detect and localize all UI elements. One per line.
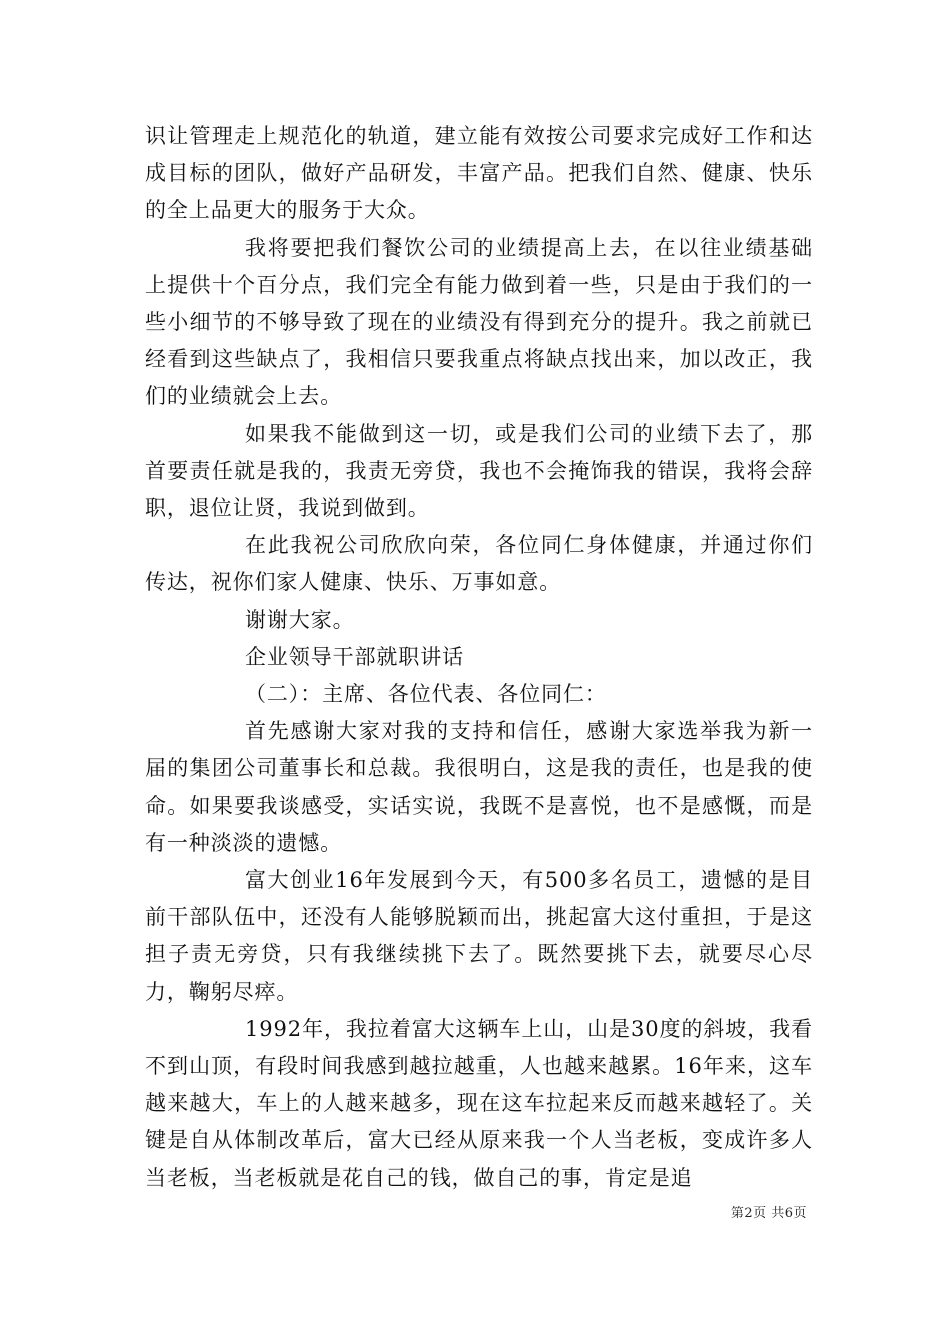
section-salutation: （二）：主席、各位代表、各位同仁： [245, 682, 607, 707]
page-number: 第2页 共6页 [730, 1206, 807, 1221]
paragraph-5: 谢谢大家。 [245, 607, 355, 632]
paragraph-2: 我将要把我们餐饮公司的业绩提高上去，在以往业绩基础上提供十个百分点，我们完全有能力做到着一些，只是由于我们的一些小细节的不够导致了现在的业绩没有得到充分的提升。我之前就已经看到这些缺点了，我相信只要我重点将缺点找出来，加以改正，我们的业绩就会上去。 [145, 235, 813, 409]
paragraph-4: 在此我祝公司欣欣向荣，各位同仁身体健康，并通过你们传达，祝你们家人健康、快乐、万事如意。 [145, 533, 813, 595]
paragraph-9: 富大创业16年发展到今天，有500多名员工，遗憾的是目前干部队伍中，还没有人能够脱颖而出，挑起富大这付重担，于是这担子责无旁贷，只有我继续挑下去了。既然要挑下去，就要尽心尽力，鞠躬尽瘁。 [145, 868, 813, 1004]
paragraph-3: 如果我不能做到这一切，或是我们公司的业绩下去了，那首要责任就是我的，我责无旁贷，我也不会掩饰我的错误，我将会辞职，退位让贤，我说到做到。 [145, 421, 813, 521]
document-body [145, 118, 813, 1197]
paragraph-8: 首先感谢大家对我的支持和信任，感谢大家选举我为新一届的集团公司董事长和总裁。我很明白，这是我的责任，也是我的使命。如果要我谈感受，实话实说，我既不是喜悦，也不是感慨，而是有一种淡淡的遗憾。 [145, 719, 813, 855]
section-title: 企业领导干部就职讲话 [245, 644, 464, 669]
paragraph-1: 识让管理走上规范化的轨道，建立能有效按公司要求完成好工作和达成目标的团队，做好产品研发，丰富产品。把我们自然、健康、快乐的全上品更大的服务于大众。 [145, 124, 813, 223]
paragraph-10: 1992年，我拉着富大这辆车上山，山是30度的斜坡，我看不到山顶，有段时间我感到越拉越重，人也越来越累。16年来，这车越来越大，车上的人越来越多，现在这车拉起来反而越来越轻了。关键是自从体制改革后，富大已经从原来我一个人当老板，变成许多人当老板，当老板就是花自己的钱，做自己的事，肯定是追 [145, 1016, 813, 1190]
